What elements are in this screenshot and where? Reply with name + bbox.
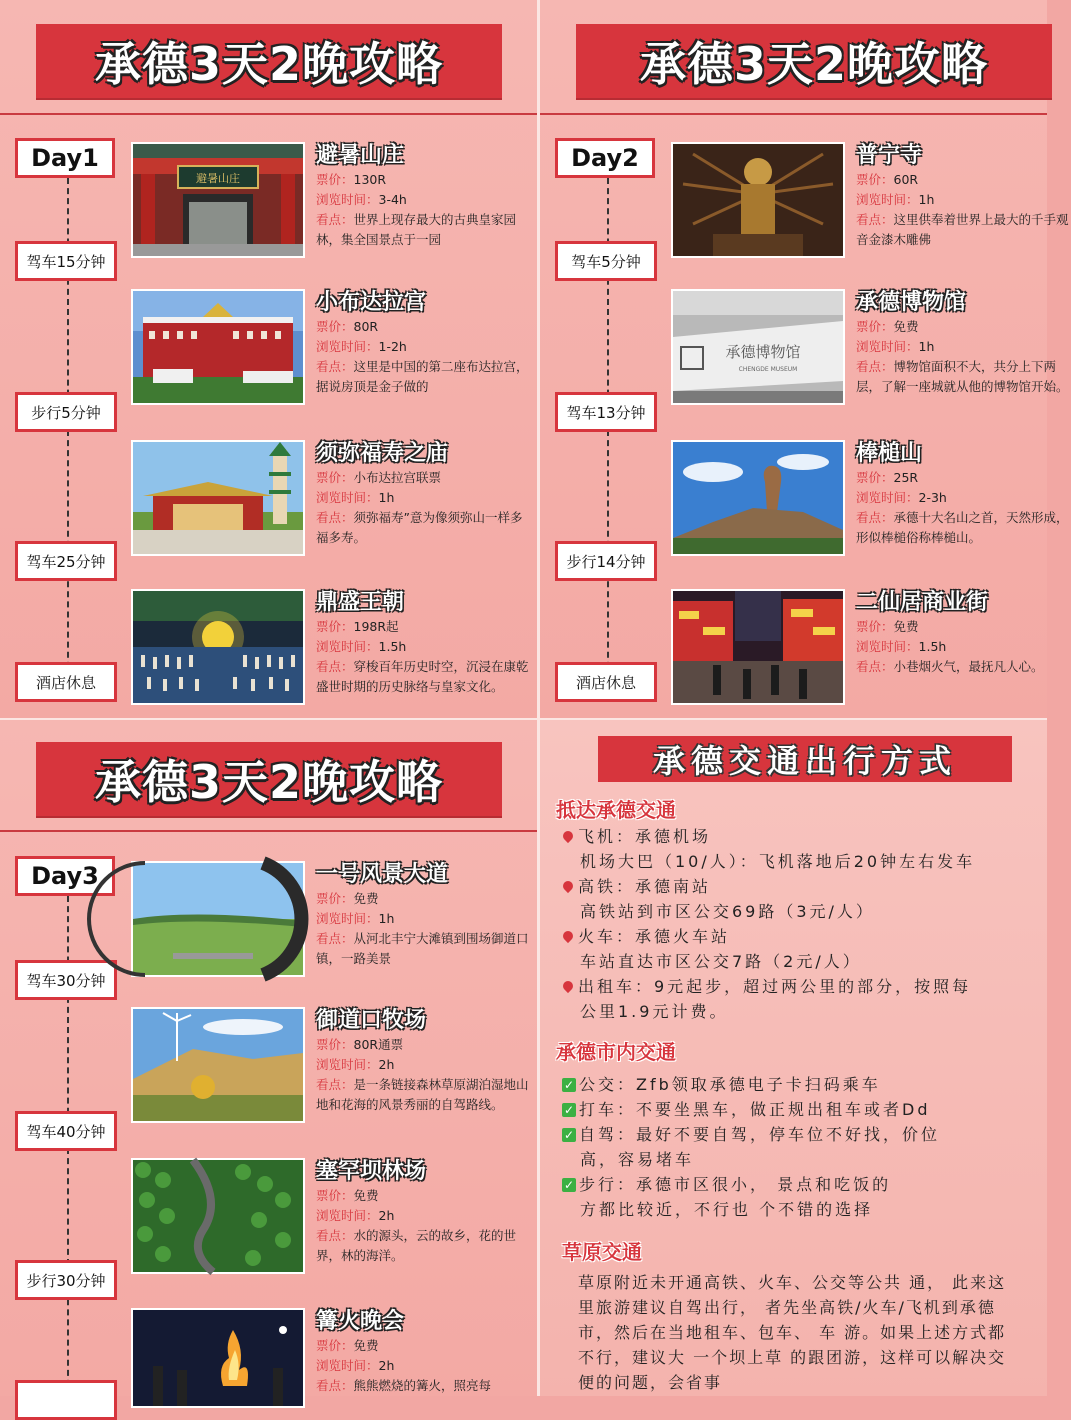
spot-info (316, 440, 531, 548)
spot-price: 票价：免费 (856, 319, 919, 334)
title-underline (0, 830, 537, 832)
spot-name: 承德博物馆 (856, 290, 967, 315)
transport-badge: 步行14分钟 (555, 541, 657, 581)
title-underline (540, 113, 1047, 115)
location-pin-icon (562, 881, 574, 893)
city-line: ✓ 公交：Zfb领取承德电子卡扫码乘车 (563, 1075, 881, 1094)
transport-panel (540, 720, 1047, 1396)
spot-info (856, 440, 1071, 548)
spot-photo-yudaokou-ranch (131, 1007, 305, 1123)
spot-photo-xumi-fushou (131, 440, 305, 556)
transport-badge-partial (15, 1380, 117, 1420)
spot-note: 看点：博物馆面积不大，共分上下两层，了解一座城就从他的博物馆开始。 (856, 359, 1069, 394)
spot-note: 看点：这里是中国的第二座布达拉宫，据说房顶是金子做的 (316, 359, 529, 394)
spot-info (856, 289, 1071, 397)
spot-name: 一号风景大道 (316, 862, 449, 887)
transport-badge: 驾车30分钟 (15, 960, 117, 1000)
spot-time: 浏览时间：2h (316, 1208, 395, 1223)
spot-info (316, 1308, 531, 1396)
spot-price: 票价：80R通票 (316, 1037, 404, 1052)
spot-price: 票价：免费 (316, 1188, 379, 1203)
spot-photo-scenic-road (131, 861, 305, 977)
spot-photo-dingsheng-wangchao (131, 589, 305, 705)
spot-time: 浏览时间：1.5h (856, 639, 947, 654)
day1-label: Day1 (15, 138, 115, 178)
spot-price: 票价：25R (856, 470, 919, 485)
check-icon: ✓ (563, 1178, 575, 1192)
spot-note: 看点：小巷烟火气，最抚凡人心。 (856, 659, 1044, 674)
city-heading: 承德市内交通 (556, 1040, 676, 1064)
spot-price: 票价：免费 (316, 1338, 379, 1353)
spot-name: 鼎盛王朝 (316, 590, 405, 615)
spot-photo-puning-temple (671, 142, 845, 258)
spot-name: 避暑山庄 (316, 143, 405, 168)
day1-panel (0, 0, 537, 718)
day3-title: 承德3天2晚攻略 (94, 755, 443, 809)
spot-note: 看点：世界上现存最大的古典皇家园林，集全国景点于一园 (316, 212, 517, 247)
spot-note: 看点：从河北丰宁大滩镇到围场御道口镇，一路美景 (316, 931, 529, 966)
spot-time: 浏览时间：1h (856, 339, 935, 354)
spot-price: 票价：130R (316, 172, 387, 187)
day2-label: Day2 (555, 138, 655, 178)
arrive-line: 高铁：承德南站 (562, 874, 711, 899)
grassland-paragraph: 草原附近未开通高铁、火车、公交等公共 通， 此来这里旅游建议自驾出行， 者先坐高铁/火车/飞机到承德市，然后在当地租车、包车、 车 游。如果上述方式都不行，建议大 一个坝上草 的跟团游，这样可以解决交 便的问题，会省事 (578, 1273, 1007, 1392)
spot-photo-saihanba-forest (131, 1158, 305, 1274)
arrive-heading: 抵达承德交通 (556, 798, 676, 822)
spot-price: 票价：198R起 (316, 619, 399, 634)
spot-name: 塞罕坝林场 (316, 1159, 427, 1184)
arrive-line: 车站直达市区公交7路（2元/人） (580, 952, 862, 971)
spot-note: 看点：是一条链接森林草原湖泊湿地山地和花海的风景秀丽的自驾路线。 (316, 1077, 529, 1112)
grassland-heading: 草原交通 (562, 1240, 642, 1264)
spot-time: 浏览时间：1h (316, 911, 395, 926)
day3-panel (0, 720, 537, 1396)
spot-name: 普宁寺 (856, 143, 923, 168)
spot-time: 浏览时间：1h (856, 192, 935, 207)
location-pin-icon (562, 931, 574, 943)
day1-title: 承德3天2晚攻略 (94, 37, 443, 91)
spot-name: 小布达拉宫 (316, 290, 427, 315)
city-line: ✓ 打车：不要坐黑车，做正规出租车或者Dd (563, 1100, 931, 1119)
transport-badge: 驾车15分钟 (15, 241, 117, 281)
transport-badge: 驾车13分钟 (555, 392, 657, 432)
spot-photo-xiao-budala (131, 289, 305, 405)
arrive-line: 飞机：承德机场 (562, 824, 711, 849)
spot-time: 浏览时间：1.5h (316, 639, 407, 654)
spot-info (316, 1158, 531, 1266)
spot-info (316, 289, 531, 397)
location-pin-icon (562, 831, 574, 843)
day3-label: Day3 (15, 856, 115, 896)
spot-photo-bangchui-mountain (671, 440, 845, 556)
transport-title: 承德交通出行方式 (652, 742, 957, 780)
spot-price: 票价：60R (856, 172, 919, 187)
check-icon: ✓ (563, 1078, 575, 1092)
spot-note: 看点：须弥福寿”意为像须弥山一样多福多寿。 (316, 510, 523, 545)
day2-title: 承德3天2晚攻略 (639, 37, 988, 91)
plaque-text: 避暑山庄 (196, 172, 240, 185)
day2-panel (540, 0, 1069, 718)
spot-price: 票价：免费 (856, 619, 919, 634)
spot-time: 浏览时间：1-2h (316, 339, 407, 354)
spot-name: 二仙居商业街 (856, 590, 989, 615)
spot-time: 浏览时间：2h (316, 1358, 395, 1373)
arrive-line: 公里1.9元计费。 (580, 1002, 729, 1021)
city-line: ✓ 自驾：最好不要自驾，停车位不好找，价位 (563, 1125, 941, 1144)
spot-note: 看点：承德十大名山之首，天然形成，形似棒槌俗称棒槌山。 (856, 510, 1069, 545)
spot-price: 票价：免费 (316, 891, 379, 906)
spot-name: 棒槌山 (856, 441, 923, 466)
city-line: ✓ 步行：承德市区很小， 景点和吃饭的 (563, 1175, 892, 1194)
arrive-line: 火车：承德火车站 (562, 924, 730, 949)
location-pin-icon (562, 981, 574, 993)
transport-badge: 酒店休息 (555, 662, 657, 702)
spot-note: 看点：穿梭百年历史时空，沉浸在康乾盛世时期的历史脉络与皇家文化。 (316, 659, 529, 694)
city-line: 高，容易堵车 (580, 1150, 695, 1169)
spot-time: 浏览时间：2-3h (856, 490, 947, 505)
transport-badge: 驾车5分钟 (555, 241, 657, 281)
spot-note: 看点：水的源头，云的故乡，花的世界，林的海洋。 (316, 1228, 517, 1263)
check-icon: ✓ (563, 1103, 575, 1117)
spot-time: 浏览时间：2h (316, 1057, 395, 1072)
spot-photo-bishu-shanzhuang (131, 142, 305, 258)
arrive-line: 高铁站到市区公交69路（3元/人） (580, 902, 875, 921)
spot-photo-chengde-museum (671, 289, 845, 405)
museum-sign-en: CHENGDE MUSEUM (738, 366, 798, 373)
arrive-line: 机场大巴（10/人）：飞机落地后20钟左右发车 (580, 852, 976, 871)
spot-info (856, 142, 1071, 250)
spot-info (856, 589, 1071, 677)
spot-photo-bonfire-party (131, 1308, 305, 1408)
spot-info (316, 589, 531, 697)
spot-price: 票价：80R (316, 319, 379, 334)
museum-sign-text: 承德博物馆 (725, 343, 801, 361)
day1-title-banner (36, 24, 502, 98)
spot-name: 篝火晚会 (316, 1309, 405, 1334)
spot-note: 看点：这里供奉着世界上最大的千手观音金漆木雕佛 (856, 212, 1069, 247)
city-line: 方都比较近，不行也 个不错的选择 (580, 1200, 874, 1219)
transport-badge: 驾车40分钟 (15, 1111, 117, 1151)
transport-badge: 步行30分钟 (15, 1260, 117, 1300)
spot-name: 御道口牧场 (316, 1008, 427, 1033)
day3-title-banner (36, 742, 502, 816)
spot-time: 浏览时间：1h (316, 490, 395, 505)
spot-info (316, 142, 531, 250)
spot-time: 浏览时间：3-4h (316, 192, 407, 207)
transport-title-banner (598, 736, 1012, 782)
title-underline (0, 113, 537, 115)
check-icon: ✓ (563, 1128, 575, 1142)
spot-photo-erxianju-street (671, 589, 845, 705)
spot-name: 须弥福寿之庙 (316, 441, 449, 466)
spot-price: 票价：小布达拉宫联票 (316, 470, 442, 485)
transport-badge: 驾车25分钟 (15, 541, 117, 581)
spot-info (316, 861, 531, 969)
spot-note: 看点：熊熊燃烧的篝火，照亮每 (316, 1378, 492, 1393)
transport-badge: 步行5分钟 (15, 392, 117, 432)
transport-badge: 酒店休息 (15, 662, 117, 702)
spot-info (316, 1007, 531, 1115)
arrive-line: 出租车：9元起步，超过两公里的部分，按照每 (562, 974, 971, 999)
day2-title-banner (576, 24, 1052, 98)
